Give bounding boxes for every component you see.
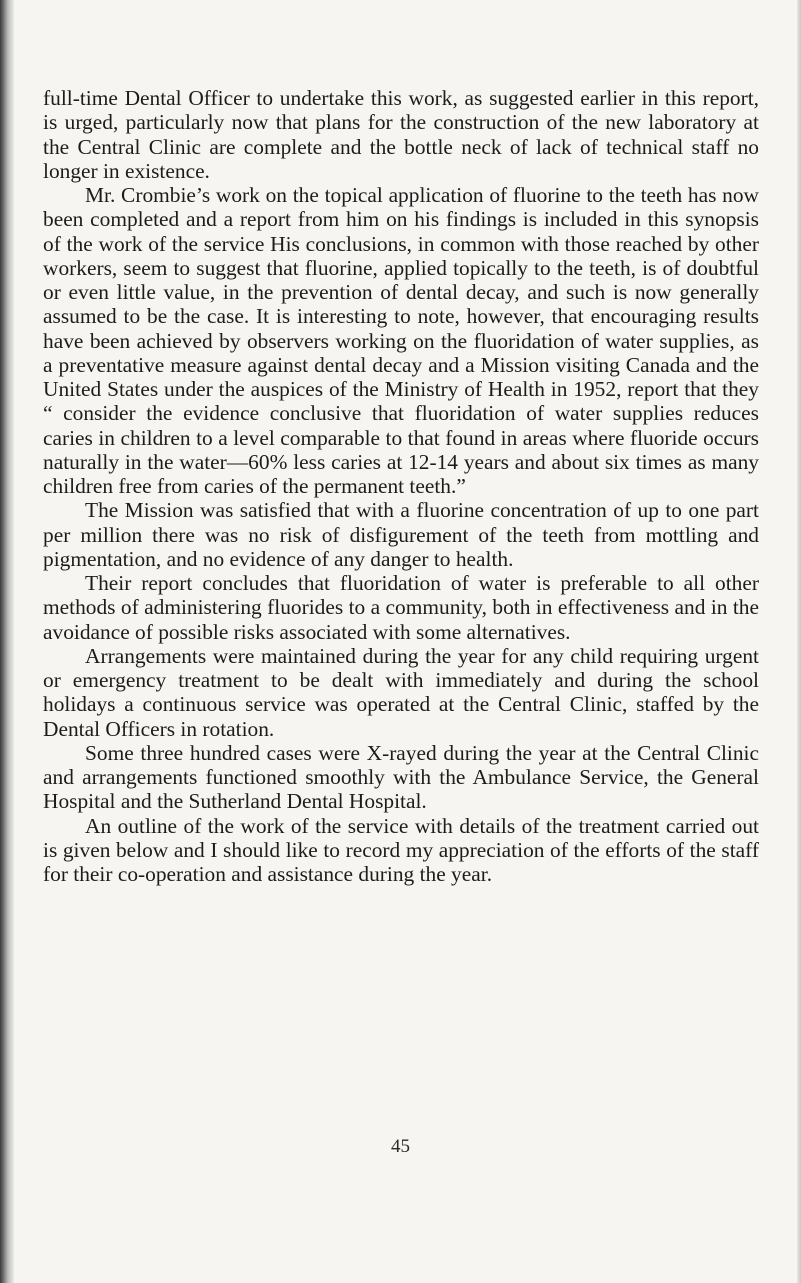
paragraph-x-ray-cases: Some three hundred cases were X-rayed during the year at the Central Clinic and arrangements functioned smoothly with the Ambulance Service, the General Hospital and the Sutherland Dental Hospital. — [43, 740, 759, 814]
paragraph-outline-of-work: An outline of the work of the service with details of the treatment carried out is given below and I should like to record my appreciation of the efforts of the staff for their co-operation and assistance during the year. — [43, 813, 759, 886]
paragraph-topical-fluorine: Mr. Crombie’s work on the topical application of fluorine to the teeth has now been completed and a report from him on his findings is included in this synopsis of the work of the service His conclusions, in common with those reached by other workers, seem to suggest that fluorine, applied topically to the teeth, is of doubtful or even little value, in the prevention of dental decay, and such is now generally assumed to be the case. It is interesting to note, however, that encouraging results have been achieved by observers working on the fluoridation of water supplies, as a preventative measure against dental decay and a Mission visiting Canada and the United States under the auspices of the Ministry of Health in 1952, report that they “ consider the evidence conclusive that fluoridation of water supplies reduces caries in children to a level comparable to that found in areas where fluoride occurs naturally in the water—60% less caries at 12-14 years and about six times as many children free from caries of the permanent teeth.” — [43, 183, 759, 498]
page-binding-edge — [0, 0, 14, 1283]
paragraph-mission-satisfied: The Mission was satisfied that with a fluorine concentration of up to one part per million there was no risk of disfigurement of the teeth from mottling and pigmentation, and no evidence of any danger to health. — [43, 498, 759, 571]
page-number: 45 — [391, 1136, 410, 1157]
page-right-edge — [797, 0, 801, 1283]
paragraph-report-concludes: Their report concludes that fluoridation of water is preferable to all other methods of administering fluorides to a community, both in effectiveness and in the avoidance of possible risks associated with some alternatives. — [43, 571, 759, 644]
body-text — [43, 86, 759, 886]
paragraph-continuation: full-time Dental Officer to undertake this work, as suggested earlier in this report, is urged, particularly now that plans for the construction of the new laboratory at the Central Clinic are complete and the bottle neck of lack of technical staff no longer in existence. — [43, 86, 759, 183]
paragraph-emergency-arrangements: Arrangements were maintained during the year for any child requiring urgent or emergency treatment to be dealt with immediately and during the school holidays a continuous service was operated at the Central Clinic, staffed by the Dental Officers in rotation. — [43, 643, 759, 741]
